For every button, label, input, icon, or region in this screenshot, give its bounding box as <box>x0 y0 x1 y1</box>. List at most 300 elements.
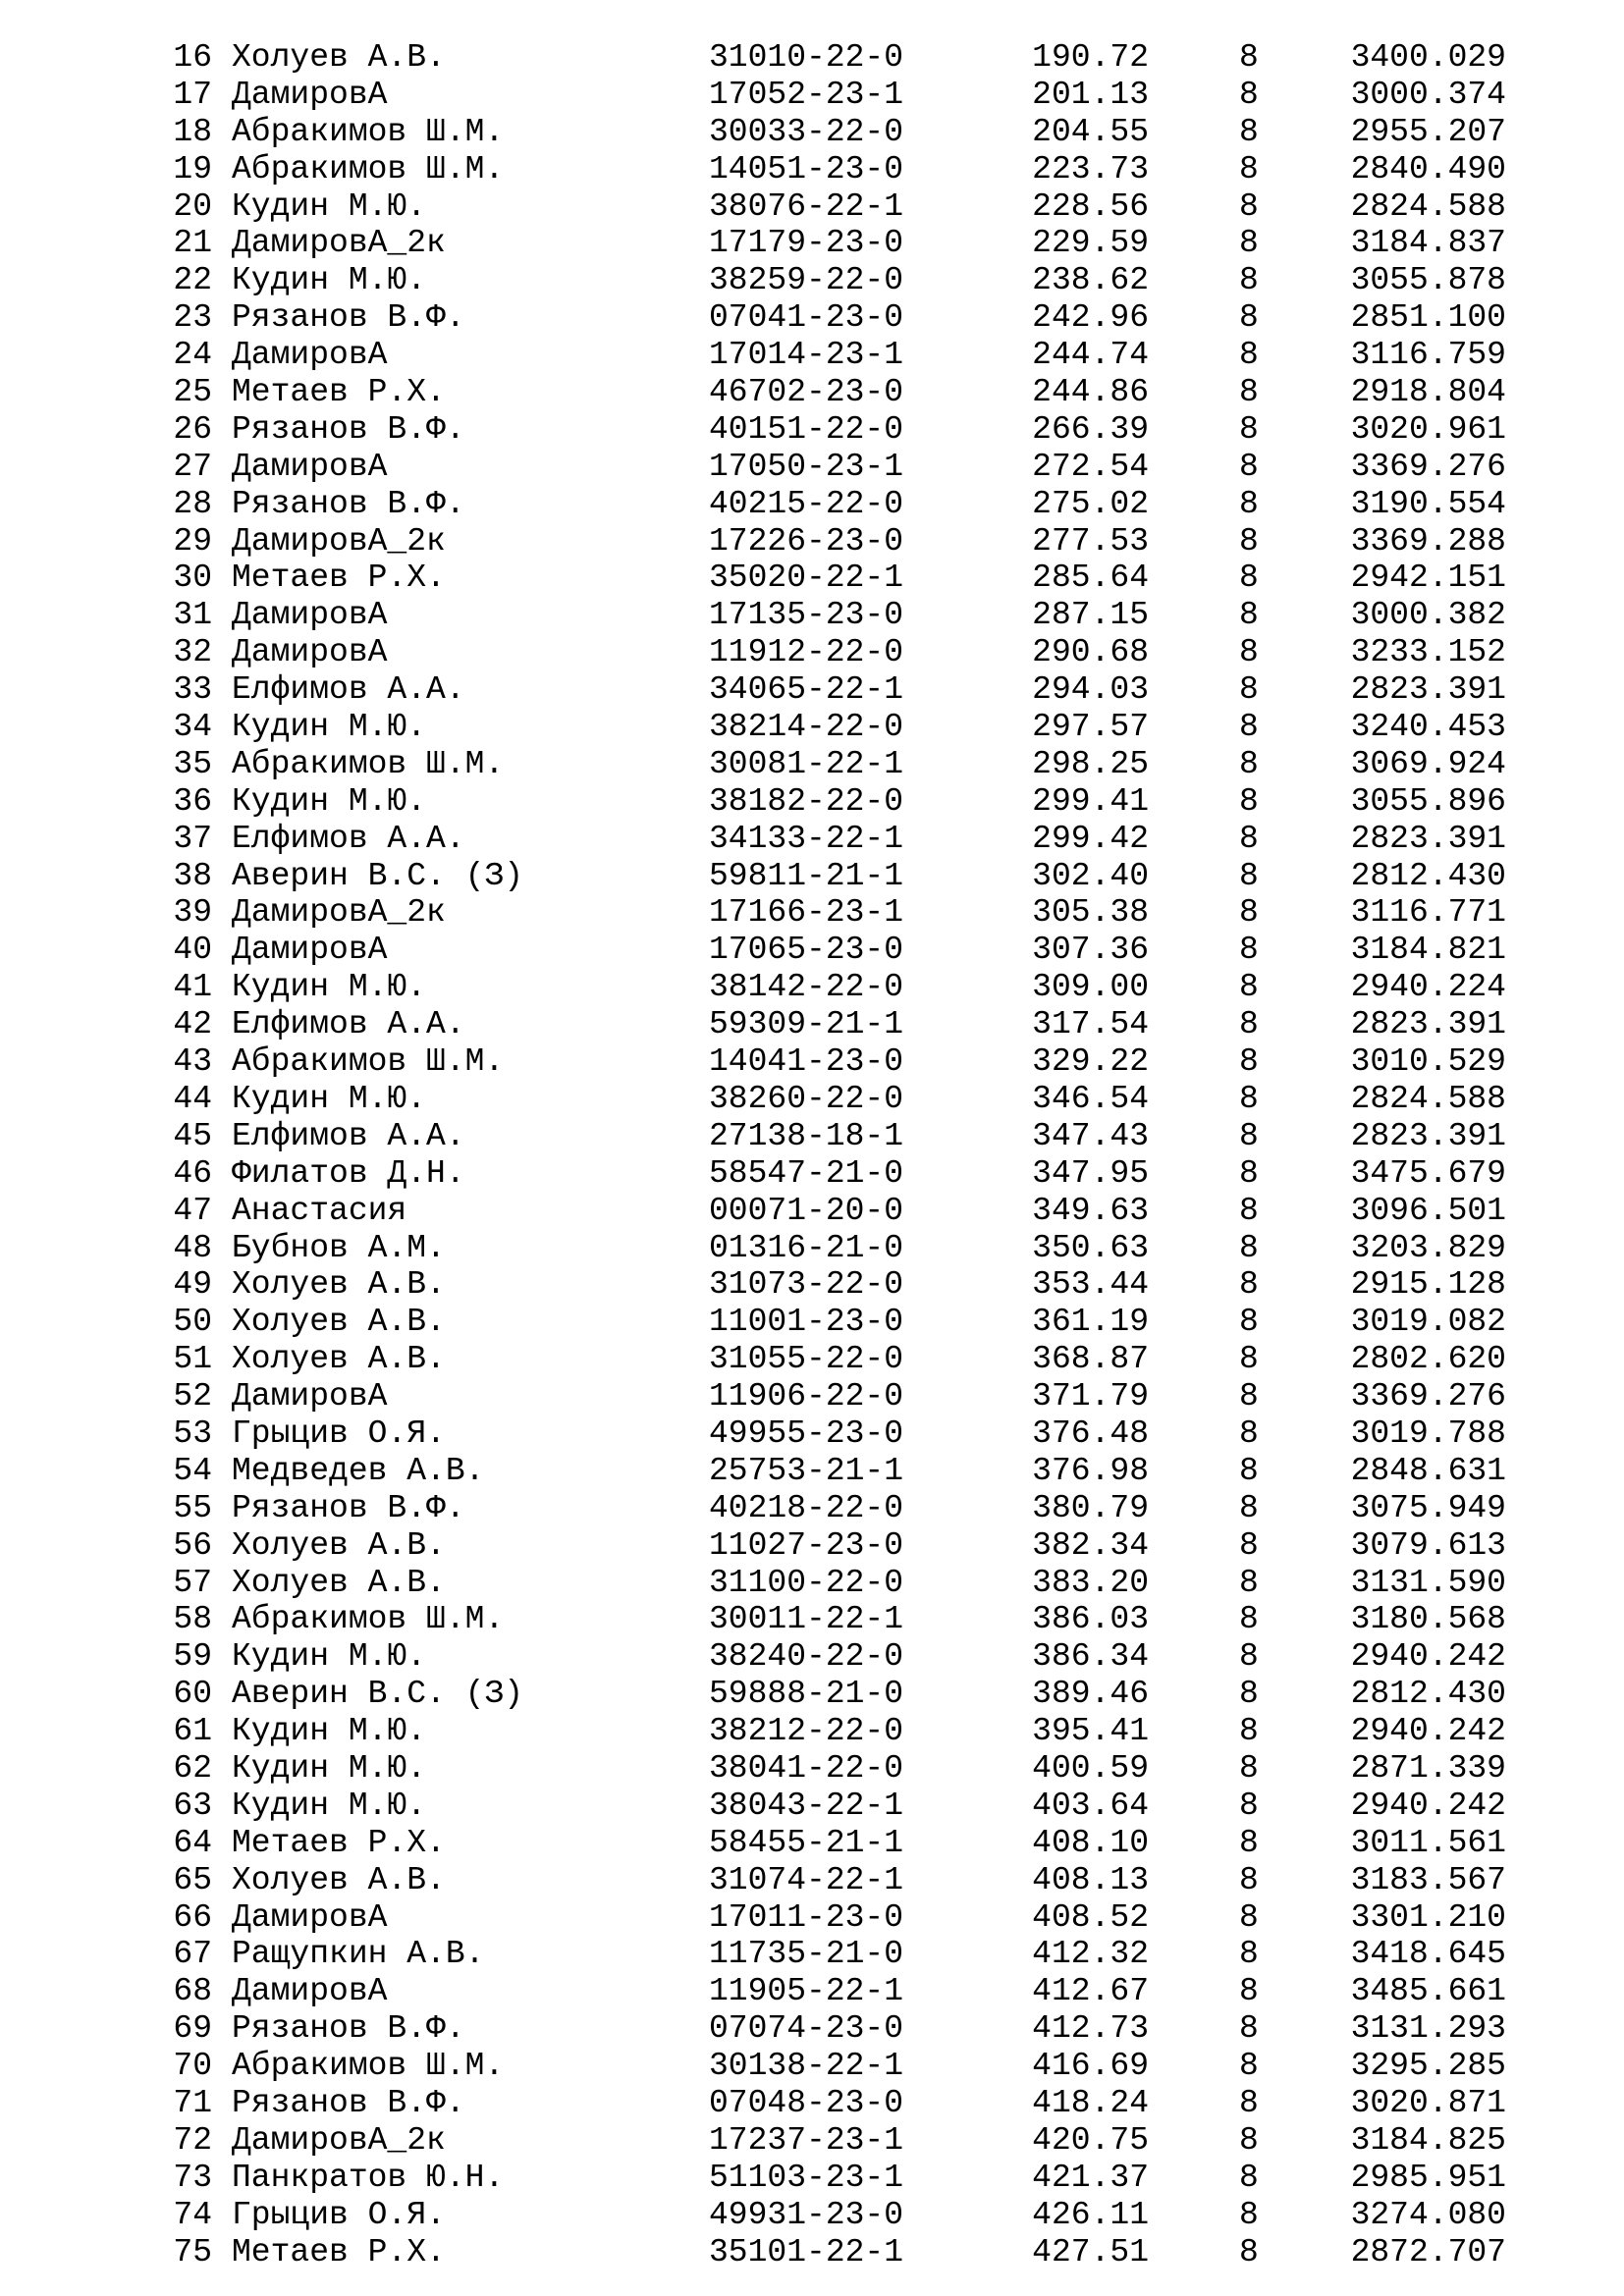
row-count: 8 <box>1239 1787 1259 1824</box>
row-total: 3184.825 <box>1350 2121 1506 2159</box>
row-name: Холуев А.В. <box>232 1266 446 1304</box>
row-number: 37 <box>173 820 212 857</box>
row-total: 2812.430 <box>1350 1676 1506 1713</box>
row-name: Метаев Р.Х. <box>232 1824 446 1861</box>
row-value: 277.53 <box>1032 522 1149 560</box>
row-total: 3020.871 <box>1350 2084 1506 2121</box>
row-total: 3096.501 <box>1350 1192 1506 1229</box>
row-total: 2872.707 <box>1350 2233 1506 2270</box>
row-value: 376.48 <box>1032 1415 1149 1452</box>
row-total: 2823.391 <box>1350 1117 1506 1154</box>
row-value: 229.59 <box>1032 225 1149 262</box>
row-code: 40215-22-0 <box>709 485 904 522</box>
row-code: 14041-23-0 <box>709 1043 904 1081</box>
row-value: 350.63 <box>1032 1229 1149 1266</box>
row-count: 8 <box>1239 1452 1259 1489</box>
row-total: 3295.285 <box>1350 2048 1506 2085</box>
row-code: 38182-22-0 <box>709 782 904 820</box>
table-row <box>0 2010 1624 2048</box>
row-name: ДамировА <box>232 337 388 374</box>
row-code: 17226-23-0 <box>709 522 904 560</box>
row-number: 64 <box>173 1824 212 1861</box>
row-count: 8 <box>1239 1117 1259 1154</box>
row-name: Холуев А.В. <box>232 1861 446 1898</box>
table-row <box>0 262 1624 299</box>
row-number: 48 <box>173 1229 212 1266</box>
table-row <box>0 1638 1624 1676</box>
table-row <box>0 188 1624 226</box>
row-code: 59309-21-1 <box>709 1006 904 1043</box>
row-code: 34133-22-1 <box>709 820 904 857</box>
row-name: ДамировА <box>232 1973 388 2010</box>
table-row <box>0 77 1624 114</box>
row-value: 412.73 <box>1032 2010 1149 2048</box>
row-value: 309.00 <box>1032 969 1149 1006</box>
row-total: 2851.100 <box>1350 299 1506 337</box>
row-value: 204.55 <box>1032 113 1149 150</box>
row-code: 11906-22-0 <box>709 1378 904 1415</box>
row-total: 2840.490 <box>1350 150 1506 187</box>
row-value: 298.25 <box>1032 745 1149 782</box>
row-total: 2824.588 <box>1350 1080 1506 1117</box>
table-row <box>0 1713 1624 1750</box>
row-total: 2802.620 <box>1350 1341 1506 1378</box>
table-row <box>0 2197 1624 2234</box>
row-total: 3000.382 <box>1350 597 1506 634</box>
row-number: 53 <box>173 1415 212 1452</box>
row-name: Аверин В.С. (З) <box>232 857 524 894</box>
row-name: Анастасия <box>232 1192 407 1229</box>
row-count: 8 <box>1239 1564 1259 1601</box>
row-value: 408.10 <box>1032 1824 1149 1861</box>
row-total: 3369.288 <box>1350 522 1506 560</box>
row-total: 3190.554 <box>1350 485 1506 522</box>
row-name: Елфимов А.А. <box>232 820 465 857</box>
row-count: 8 <box>1239 299 1259 337</box>
row-number: 33 <box>173 671 212 709</box>
row-total: 3240.453 <box>1350 709 1506 746</box>
row-value: 376.98 <box>1032 1452 1149 1489</box>
row-value: 201.13 <box>1032 76 1149 113</box>
row-count: 8 <box>1239 2048 1259 2085</box>
table-row <box>0 1453 1624 1490</box>
row-value: 307.36 <box>1032 932 1149 969</box>
row-total: 3301.210 <box>1350 1898 1506 1936</box>
table-row <box>0 858 1624 895</box>
row-value: 285.64 <box>1032 560 1149 597</box>
table-row <box>0 1006 1624 1043</box>
row-code: 59811-21-1 <box>709 857 904 894</box>
row-value: 242.96 <box>1032 299 1149 337</box>
row-total: 3131.293 <box>1350 2010 1506 2048</box>
row-value: 317.54 <box>1032 1006 1149 1043</box>
row-name: ДамировА <box>232 634 388 671</box>
table-row <box>0 1043 1624 1081</box>
row-total: 3180.568 <box>1350 1601 1506 1638</box>
row-name: Филатов Д.Н. <box>232 1154 465 1192</box>
row-count: 8 <box>1239 1676 1259 1713</box>
row-name: Кудин М.Ю. <box>232 1638 427 1676</box>
row-total: 3183.567 <box>1350 1861 1506 1898</box>
row-code: 11027-23-0 <box>709 1526 904 1564</box>
row-total: 2848.631 <box>1350 1452 1506 1489</box>
row-name: Абракимов Ш.М. <box>232 113 505 150</box>
row-name: Метаев Р.Х. <box>232 560 446 597</box>
row-value: 305.38 <box>1032 894 1149 932</box>
row-code: 07074-23-0 <box>709 2010 904 2048</box>
row-code: 30138-22-1 <box>709 2048 904 2085</box>
row-total: 3079.613 <box>1350 1526 1506 1564</box>
row-number: 56 <box>173 1526 212 1564</box>
row-value: 418.24 <box>1032 2084 1149 2121</box>
row-name: Кудин М.Ю. <box>232 262 427 299</box>
row-name: Кудин М.Ю. <box>232 969 427 1006</box>
row-count: 8 <box>1239 410 1259 448</box>
row-code: 07048-23-0 <box>709 2084 904 2121</box>
row-code: 38259-22-0 <box>709 262 904 299</box>
row-name: Грыцив О.Я. <box>232 2196 446 2233</box>
row-count: 8 <box>1239 1266 1259 1304</box>
table-row <box>0 1862 1624 1899</box>
row-value: 380.79 <box>1032 1489 1149 1526</box>
row-name: Метаев Р.Х. <box>232 2233 446 2270</box>
row-total: 2823.391 <box>1350 820 1506 857</box>
table-row <box>0 299 1624 337</box>
table-row <box>0 932 1624 969</box>
row-code: 17166-23-1 <box>709 894 904 932</box>
row-count: 8 <box>1239 1154 1259 1192</box>
row-value: 302.40 <box>1032 857 1149 894</box>
row-code: 40151-22-0 <box>709 410 904 448</box>
row-total: 3055.896 <box>1350 782 1506 820</box>
row-name: Рязанов В.Ф. <box>232 410 465 448</box>
row-count: 8 <box>1239 1713 1259 1750</box>
row-code: 38240-22-0 <box>709 1638 904 1676</box>
row-value: 361.19 <box>1032 1304 1149 1341</box>
row-number: 38 <box>173 857 212 894</box>
table-row <box>0 1527 1624 1565</box>
row-code: 17050-23-1 <box>709 448 904 485</box>
row-count: 8 <box>1239 485 1259 522</box>
row-total: 3233.152 <box>1350 634 1506 671</box>
row-value: 420.75 <box>1032 2121 1149 2159</box>
row-total: 3369.276 <box>1350 1378 1506 1415</box>
row-count: 8 <box>1239 448 1259 485</box>
row-count: 8 <box>1239 337 1259 374</box>
row-total: 3131.590 <box>1350 1564 1506 1601</box>
row-name: Кудин М.Ю. <box>232 709 427 746</box>
row-code: 35101-22-1 <box>709 2233 904 2270</box>
row-number: 50 <box>173 1304 212 1341</box>
row-code: 38076-22-1 <box>709 187 904 225</box>
row-code: 17135-23-0 <box>709 597 904 634</box>
row-code: 30011-22-1 <box>709 1601 904 1638</box>
row-number: 39 <box>173 894 212 932</box>
row-code: 31055-22-0 <box>709 1341 904 1378</box>
table-row <box>0 597 1624 634</box>
table-row <box>0 2085 1624 2122</box>
row-count: 8 <box>1239 1749 1259 1787</box>
row-count: 8 <box>1239 1824 1259 1861</box>
row-name: ДамировА_2к <box>232 225 446 262</box>
row-value: 244.86 <box>1032 374 1149 411</box>
row-number: 41 <box>173 969 212 1006</box>
row-code: 38214-22-0 <box>709 709 904 746</box>
row-code: 38142-22-0 <box>709 969 904 1006</box>
table-row <box>0 411 1624 449</box>
row-code: 17237-23-1 <box>709 2121 904 2159</box>
row-name: Рязанов В.Ф. <box>232 299 465 337</box>
row-count: 8 <box>1239 969 1259 1006</box>
row-name: Холуев А.В. <box>232 1526 446 1564</box>
table-row <box>0 746 1624 783</box>
row-number: 66 <box>173 1898 212 1936</box>
row-count: 8 <box>1239 1006 1259 1043</box>
table-row <box>0 1266 1624 1304</box>
table-row <box>0 39 1624 77</box>
table-row <box>0 1601 1624 1638</box>
row-total: 2824.588 <box>1350 187 1506 225</box>
row-value: 244.74 <box>1032 337 1149 374</box>
row-count: 8 <box>1239 2121 1259 2159</box>
row-number: 71 <box>173 2084 212 2121</box>
row-value: 228.56 <box>1032 187 1149 225</box>
row-total: 3485.661 <box>1350 1973 1506 2010</box>
row-value: 297.57 <box>1032 709 1149 746</box>
row-number: 26 <box>173 410 212 448</box>
row-number: 18 <box>173 113 212 150</box>
table-row <box>0 1936 1624 1973</box>
row-value: 223.73 <box>1032 150 1149 187</box>
row-count: 8 <box>1239 932 1259 969</box>
table-row <box>0 1155 1624 1193</box>
row-total: 3019.788 <box>1350 1415 1506 1452</box>
row-code: 38043-22-1 <box>709 1787 904 1824</box>
row-count: 8 <box>1239 113 1259 150</box>
row-total: 2918.804 <box>1350 374 1506 411</box>
row-number: 62 <box>173 1749 212 1787</box>
row-total: 3020.961 <box>1350 410 1506 448</box>
row-name: Абракимов Ш.М. <box>232 150 505 187</box>
row-code: 01316-21-0 <box>709 1229 904 1266</box>
row-name: Аверин В.С. (З) <box>232 1676 524 1713</box>
row-value: 416.69 <box>1032 2048 1149 2085</box>
table-row <box>0 671 1624 709</box>
row-value: 421.37 <box>1032 2159 1149 2196</box>
row-value: 389.46 <box>1032 1676 1149 1713</box>
row-value: 299.41 <box>1032 782 1149 820</box>
table-row <box>0 1565 1624 1602</box>
row-code: 38260-22-0 <box>709 1080 904 1117</box>
row-number: 74 <box>173 2196 212 2233</box>
table-row <box>0 2234 1624 2271</box>
table-row <box>0 560 1624 597</box>
row-value: 290.68 <box>1032 634 1149 671</box>
row-name: ДамировА_2к <box>232 894 446 932</box>
row-code: 38212-22-0 <box>709 1713 904 1750</box>
row-total: 3116.771 <box>1350 894 1506 932</box>
row-number: 25 <box>173 374 212 411</box>
row-count: 8 <box>1239 2233 1259 2270</box>
row-number: 24 <box>173 337 212 374</box>
row-value: 266.39 <box>1032 410 1149 448</box>
row-value: 275.02 <box>1032 485 1149 522</box>
row-number: 17 <box>173 76 212 113</box>
row-count: 8 <box>1239 1489 1259 1526</box>
row-value: 368.87 <box>1032 1341 1149 1378</box>
row-count: 8 <box>1239 1638 1259 1676</box>
row-name: Рязанов В.Ф. <box>232 2010 465 2048</box>
row-number: 60 <box>173 1676 212 1713</box>
row-code: 51103-23-1 <box>709 2159 904 2196</box>
row-name: ДамировА_2к <box>232 522 446 560</box>
row-code: 17014-23-1 <box>709 337 904 374</box>
row-value: 294.03 <box>1032 671 1149 709</box>
row-name: Абракимов Ш.М. <box>232 2048 505 2085</box>
table-row <box>0 225 1624 262</box>
row-code: 11912-22-0 <box>709 634 904 671</box>
row-code: 49955-23-0 <box>709 1415 904 1452</box>
row-value: 238.62 <box>1032 262 1149 299</box>
row-code: 59888-21-0 <box>709 1676 904 1713</box>
row-code: 17065-23-0 <box>709 932 904 969</box>
row-total: 2985.951 <box>1350 2159 1506 2196</box>
row-number: 61 <box>173 1713 212 1750</box>
row-count: 8 <box>1239 634 1259 671</box>
row-count: 8 <box>1239 709 1259 746</box>
row-total: 2915.128 <box>1350 1266 1506 1304</box>
row-total: 3116.759 <box>1350 337 1506 374</box>
row-value: 395.41 <box>1032 1713 1149 1750</box>
row-count: 8 <box>1239 1080 1259 1117</box>
row-number: 72 <box>173 2121 212 2159</box>
table-row <box>0 1341 1624 1378</box>
row-count: 8 <box>1239 1526 1259 1564</box>
row-number: 31 <box>173 597 212 634</box>
row-count: 8 <box>1239 782 1259 820</box>
row-number: 21 <box>173 225 212 262</box>
row-total: 3184.821 <box>1350 932 1506 969</box>
row-name: Панкратов Ю.Н. <box>232 2159 505 2196</box>
row-number: 35 <box>173 745 212 782</box>
row-total: 2940.242 <box>1350 1787 1506 1824</box>
table-row <box>0 634 1624 671</box>
table-row <box>0 1750 1624 1788</box>
row-name: Елфимов А.А. <box>232 1006 465 1043</box>
row-value: 400.59 <box>1032 1749 1149 1787</box>
row-number: 43 <box>173 1043 212 1081</box>
row-name: Рязанов В.Ф. <box>232 1489 465 1526</box>
row-name: Кудин М.Ю. <box>232 187 427 225</box>
row-value: 403.64 <box>1032 1787 1149 1824</box>
row-name: Кудин М.Ю. <box>232 782 427 820</box>
table-row <box>0 709 1624 746</box>
row-value: 383.20 <box>1032 1564 1149 1601</box>
table-row <box>0 969 1624 1006</box>
row-value: 190.72 <box>1032 39 1149 76</box>
row-number: 30 <box>173 560 212 597</box>
row-name: Грыцив О.Я. <box>232 1415 446 1452</box>
row-total: 3369.276 <box>1350 448 1506 485</box>
table-row <box>0 1676 1624 1713</box>
row-number: 65 <box>173 1861 212 1898</box>
row-number: 46 <box>173 1154 212 1192</box>
row-total: 3184.837 <box>1350 225 1506 262</box>
row-name: Елфимов А.А. <box>232 1117 465 1154</box>
row-name: Кудин М.Ю. <box>232 1713 427 1750</box>
row-value: 382.34 <box>1032 1526 1149 1564</box>
row-number: 75 <box>173 2233 212 2270</box>
table-row <box>0 486 1624 523</box>
row-name: ДамировА <box>232 1378 388 1415</box>
row-code: 30033-22-0 <box>709 113 904 150</box>
row-number: 34 <box>173 709 212 746</box>
row-name: Абракимов Ш.М. <box>232 1601 505 1638</box>
row-code: 25753-21-1 <box>709 1452 904 1489</box>
row-value: 349.63 <box>1032 1192 1149 1229</box>
row-count: 8 <box>1239 187 1259 225</box>
row-code: 31073-22-0 <box>709 1266 904 1304</box>
row-value: 353.44 <box>1032 1266 1149 1304</box>
row-total: 3010.529 <box>1350 1043 1506 1081</box>
row-total: 3011.561 <box>1350 1824 1506 1861</box>
row-count: 8 <box>1239 1415 1259 1452</box>
table-row <box>0 1973 1624 2010</box>
row-count: 8 <box>1239 1973 1259 2010</box>
row-total: 2871.339 <box>1350 1749 1506 1787</box>
row-code: 30081-22-1 <box>709 745 904 782</box>
row-value: 329.22 <box>1032 1043 1149 1081</box>
table-row <box>0 894 1624 932</box>
table-row <box>0 821 1624 858</box>
row-count: 8 <box>1239 2196 1259 2233</box>
row-count: 8 <box>1239 2159 1259 2196</box>
table-row <box>0 449 1624 486</box>
row-number: 47 <box>173 1192 212 1229</box>
row-number: 54 <box>173 1452 212 1489</box>
row-number: 16 <box>173 39 212 76</box>
row-total: 2942.151 <box>1350 560 1506 597</box>
row-number: 45 <box>173 1117 212 1154</box>
row-total: 2955.207 <box>1350 113 1506 150</box>
row-total: 3203.829 <box>1350 1229 1506 1266</box>
row-code: 00071-20-0 <box>709 1192 904 1229</box>
row-count: 8 <box>1239 671 1259 709</box>
row-number: 40 <box>173 932 212 969</box>
row-code: 38041-22-0 <box>709 1749 904 1787</box>
table-row <box>0 1788 1624 1825</box>
row-name: Холуев А.В. <box>232 1304 446 1341</box>
row-number: 68 <box>173 1973 212 2010</box>
row-count: 8 <box>1239 820 1259 857</box>
row-name: Рязанов В.Ф. <box>232 2084 465 2121</box>
row-total: 3019.082 <box>1350 1304 1506 1341</box>
row-count: 8 <box>1239 1601 1259 1638</box>
row-code: 11735-21-0 <box>709 1936 904 1973</box>
row-total: 2823.391 <box>1350 1006 1506 1043</box>
row-name: Холуев А.В. <box>232 1341 446 1378</box>
row-total: 3000.374 <box>1350 76 1506 113</box>
table-row <box>0 374 1624 411</box>
row-value: 272.54 <box>1032 448 1149 485</box>
row-name: Абракимов Ш.М. <box>232 745 505 782</box>
row-name: Рязанов В.Ф. <box>232 485 465 522</box>
row-count: 8 <box>1239 374 1259 411</box>
row-number: 22 <box>173 262 212 299</box>
row-total: 3055.878 <box>1350 262 1506 299</box>
table-row <box>0 1899 1624 1937</box>
row-name: ДамировА <box>232 1898 388 1936</box>
